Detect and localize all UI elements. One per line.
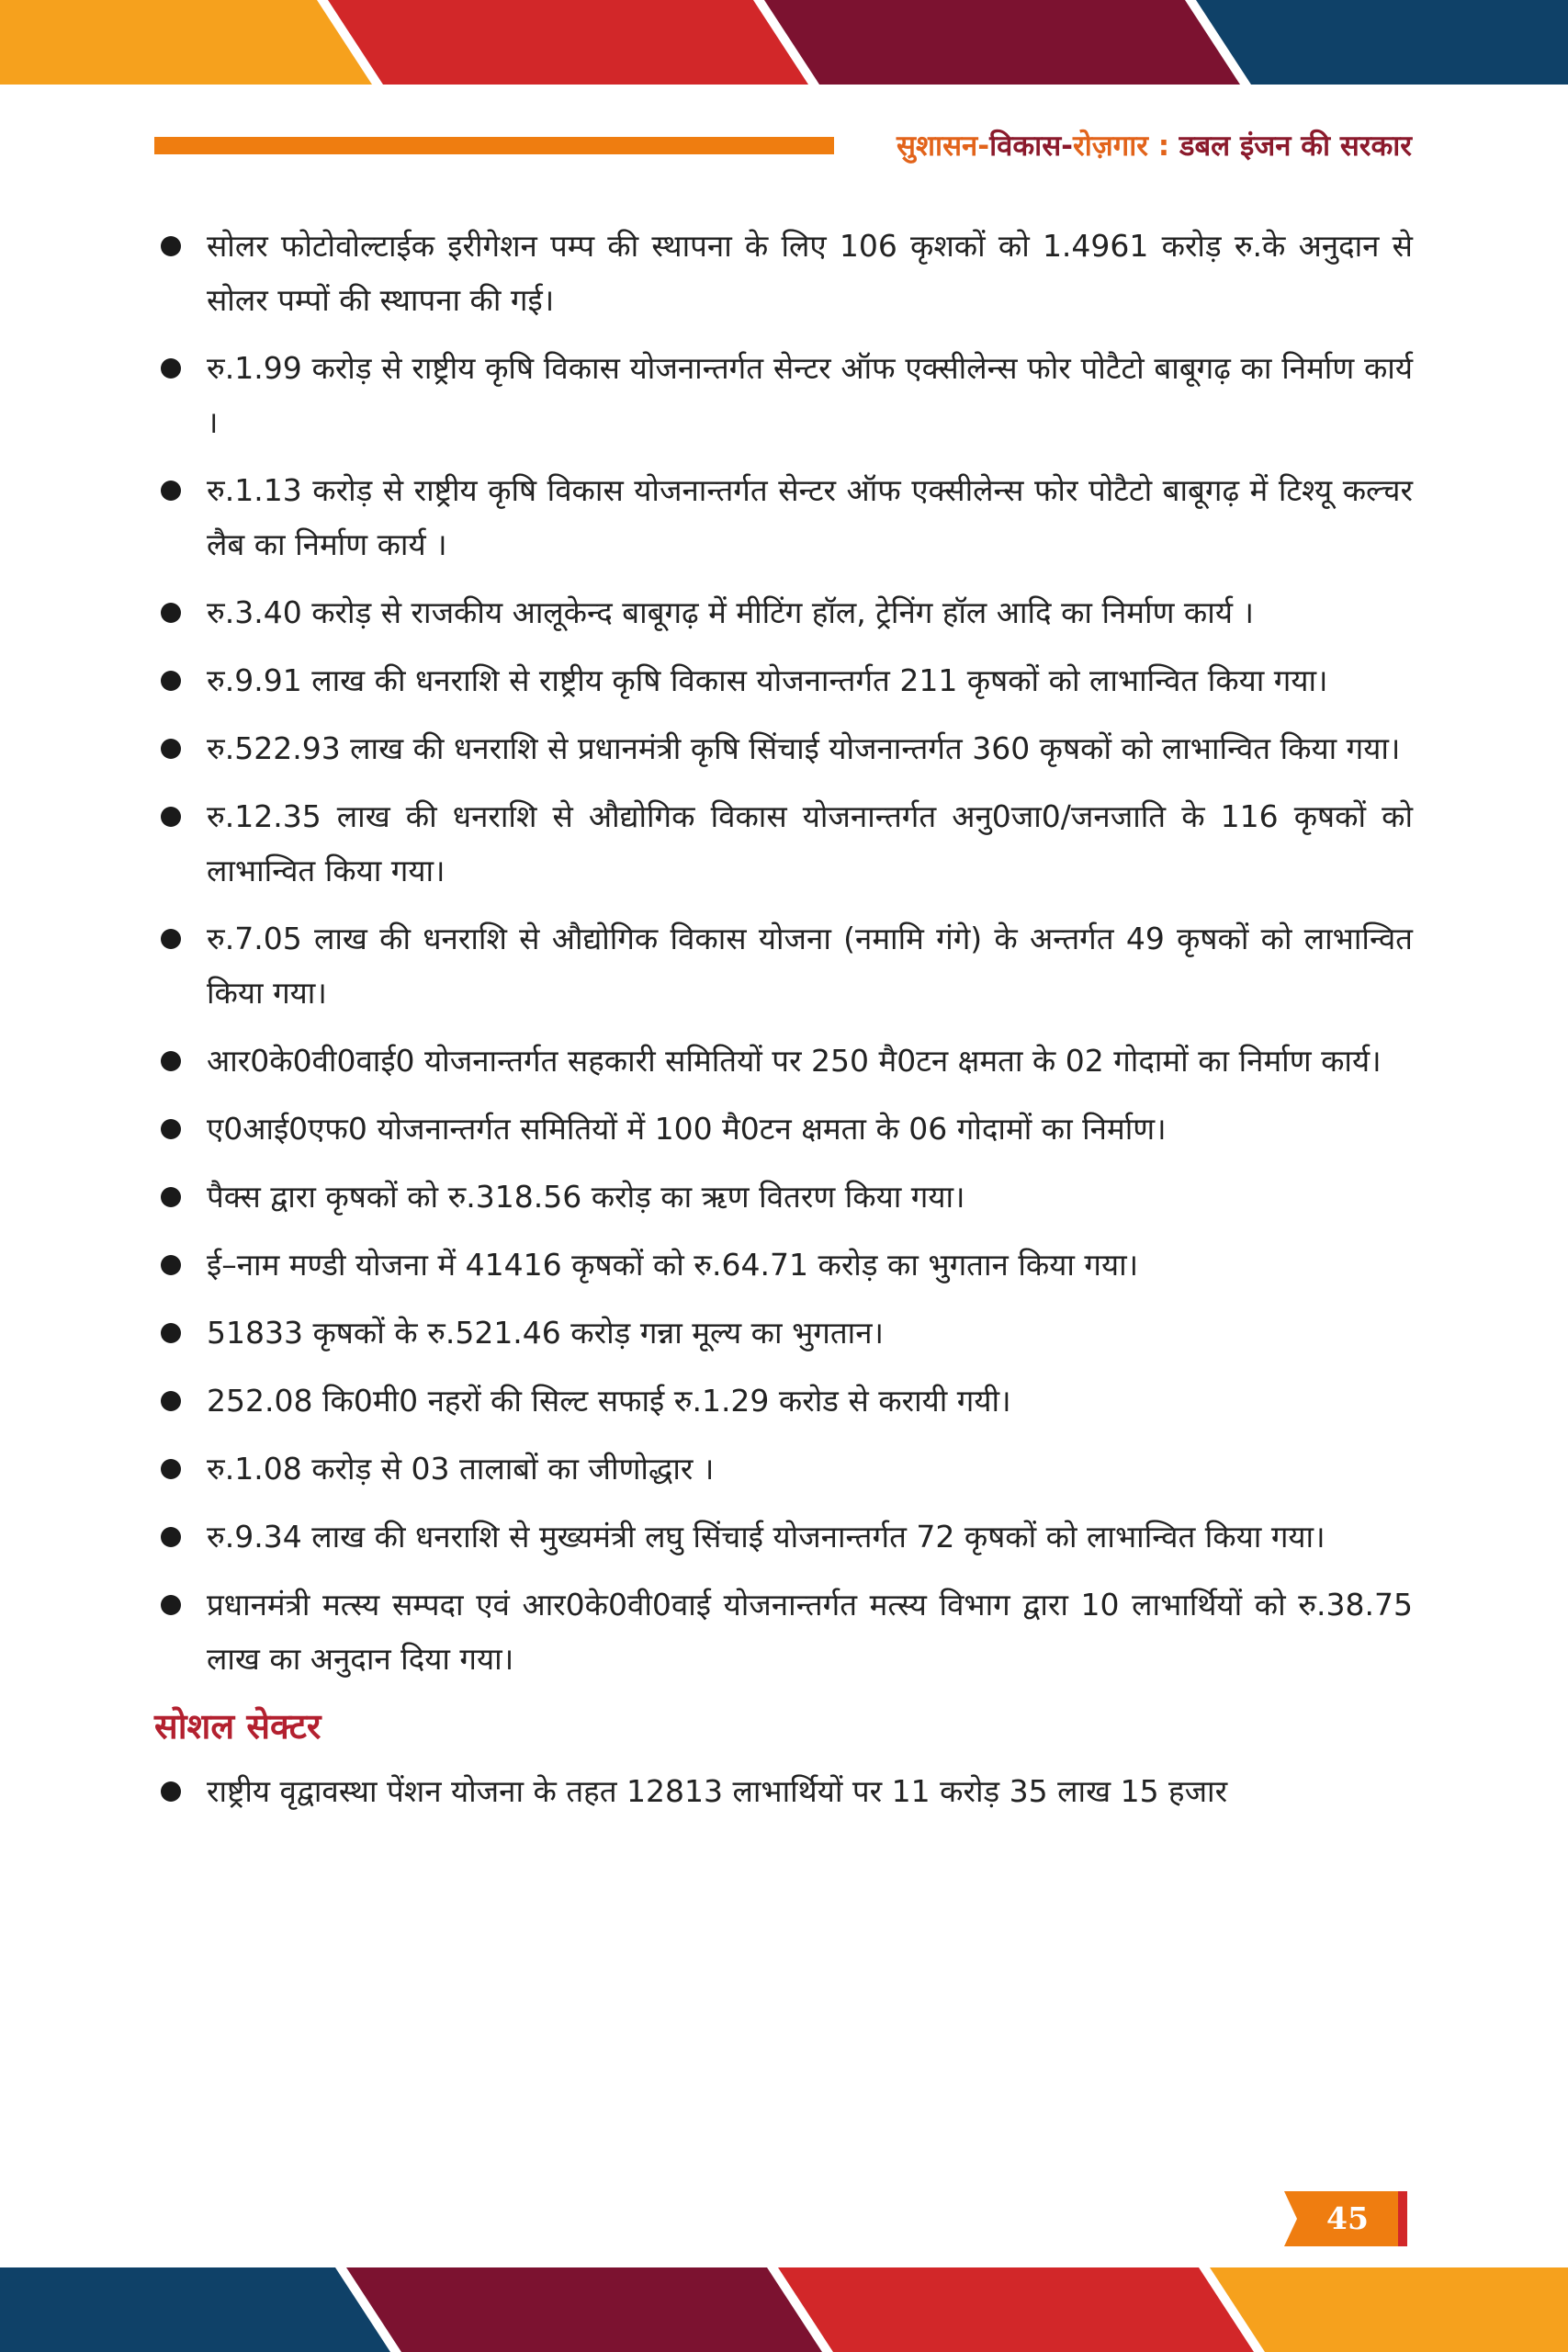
list-item-text: पैक्स द्वारा कृषकों को रु.318.56 करोड़ का ऋण वितरण किया गया। [207,1179,965,1215]
top-band-graphic [0,0,1568,85]
list-item-text: प्रधानमंत्री मत्स्य सम्पदा एवं आर0के0वी0वाई योजनान्तर्गत मत्स्य विभाग द्वारा 10 लाभार्थियों को रु.38.75 लाख का अनुदान दिया गया। [207,1587,1413,1677]
list-item [154,1577,1413,1686]
list-item-text: 252.08 कि0मी0 नहरों की सिल्ट सफाई रु.1.29 करोड से करायी गयी। [207,1383,1011,1419]
page-content [154,219,1413,1832]
bottom-band-graphic [0,2267,1568,2352]
bottom-band-red [778,2267,1254,2352]
list-item [154,1170,1413,1224]
list-item-text: 51833 कृषकों के रु.521.46 करोड़ गन्ना मूल्य का भुगतान। [207,1315,885,1351]
list-item [154,1102,1413,1156]
list-item-text: ए0आई0एफ0 योजनान्तर्गत समितियों में 100 मै0टन क्षमता के 06 गोदामों का निर्माण। [207,1111,1167,1147]
list-item-text: रु.9.91 लाख की धनराशि से राष्ट्रीय कृषि विकास योजनान्तर्गत 211 कृषकों को लाभान्वित किया गया। [207,662,1328,698]
page-header [154,124,1412,168]
top-band-orange [0,0,372,85]
bullet-icon [161,358,181,379]
bullet-icon [161,1119,181,1139]
header-title-part-double-engine: डबल इंजन की सरकार [1179,130,1412,163]
bullet-icon [161,1391,181,1411]
list-item [154,585,1413,639]
list-item [154,721,1413,775]
social-sector-list [154,1764,1413,1818]
bullet-icon [161,1595,181,1615]
section-heading-social-sector: सोशल सेक्टर [154,1706,321,1747]
list-item [154,1510,1413,1564]
list-item [154,341,1413,449]
list-item-text: सोलर फोटोवोल्टाईक इरीगेशन पम्प की स्थापना के लिए 106 कृशकों को 1.4961 करोड़ रु.के अनुदान से सोलर पम्पों की स्थापना की गई। [207,228,1413,318]
list-item [154,1306,1413,1360]
header-title-part-rozgar: रोज़गार : [1073,130,1179,163]
bullet-icon [161,929,181,949]
bullet-icon [161,1187,181,1207]
list-item [154,653,1413,707]
bullet-icon [161,1781,181,1802]
header-title-part-sushasan: सुशासन- [897,130,990,163]
achievements-list [154,219,1413,1686]
list-item [154,463,1413,571]
list-item [154,789,1413,898]
bullet-icon [161,807,181,827]
bottom-band-orange [1210,2267,1568,2352]
page-number: 45 [1326,2200,1369,2236]
bullet-icon [161,603,181,623]
list-item-text: रु.1.99 करोड़ से राष्ट्रीय कृषि विकास योजनान्तर्गत सेन्टर ऑफ एक्सीलेन्स फोर पोटैटो बाबूगढ़ का निर्माण कार्य । [207,350,1413,440]
list-item [154,1034,1413,1088]
bullet-icon [161,739,181,759]
bullet-icon [161,236,181,256]
top-band-maroon [764,0,1240,85]
list-item-text: राष्ट्रीय वृद्वावस्था पेंशन योजना के तहत 12813 लाभार्थियों पर 11 करोड़ 35 लाख 15 हजार [207,1773,1228,1809]
list-item-text: रु.3.40 करोड़ से राजकीय आलूकेन्द बाबूगढ़ में मीटिंग हॉल, ट्रेनिंग हॉल आदि का निर्माण कार्य । [207,594,1254,630]
list-item-text: रु.9.34 लाख की धनराशि से मुख्यमंत्री लघु सिंचाई योजनान्तर्गत 72 कृषकों को लाभान्वित किया गया। [207,1519,1325,1555]
top-band-red [328,0,808,85]
top-band-navy [1196,0,1568,85]
list-item-text: रु.1.13 करोड़ से राष्ट्रीय कृषि विकास योजनान्तर्गत सेन्टर ऑफ एक्सीलेन्स फोर पोटैटो बाबूगढ़ में टिश्यू कल्चर लैब का निर्माण कार्य । [207,472,1413,562]
bullet-icon [161,1255,181,1275]
list-item [154,911,1413,1020]
list-item [154,1238,1413,1292]
bullet-icon [161,1527,181,1547]
bottom-color-band [0,2267,1568,2352]
list-item [154,1764,1413,1818]
list-item-text: ई–नाम मण्डी योजना में 41416 कृषकों को रु.64.71 करोड़ का भुगतान किया गया। [207,1247,1139,1283]
header-title [897,124,1412,168]
page-number-tab [1284,2191,1407,2246]
list-item-text: रु.12.35 लाख की धनराशि से औद्योगिक विकास योजनान्तर्गत अनु0जा0/जनजाति के 116 कृषकों को लाभान्वित किया गया। [207,798,1413,888]
bullet-icon [161,671,181,691]
header-orange-rule [154,137,834,154]
bullet-icon [161,1051,181,1071]
bottom-band-navy [0,2267,390,2352]
list-item-text: रु.7.05 लाख की धनराशि से औद्योगिक विकास योजना (नमामि गंगे) के अन्तर्गत 49 कृषकों को लाभान्वित किया गया। [207,921,1413,1011]
list-item-text: रु.522.93 लाख की धनराशि से प्रधानमंत्री कृषि सिंचाई योजनान्तर्गत 360 कृषकों को लाभान्वित किया गया। [207,730,1401,766]
header-title-part-vikas: विकास- [989,130,1074,163]
top-color-band [0,0,1568,85]
list-item [154,219,1413,327]
list-item [154,1442,1413,1496]
list-item [154,1374,1413,1428]
bullet-icon [161,1459,181,1479]
list-item-text: आर0के0वी0वाई0 योजनान्तर्गत सहकारी समितियों पर 250 मै0टन क्षमता के 02 गोदामों का निर्माण कार्य। [207,1043,1382,1079]
list-item-text: रु.1.08 करोड़ से 03 तालाबों का जीणोद्धार । [207,1451,715,1487]
bullet-icon [161,1323,181,1343]
bullet-icon [161,481,181,501]
bottom-band-maroon [346,2267,822,2352]
